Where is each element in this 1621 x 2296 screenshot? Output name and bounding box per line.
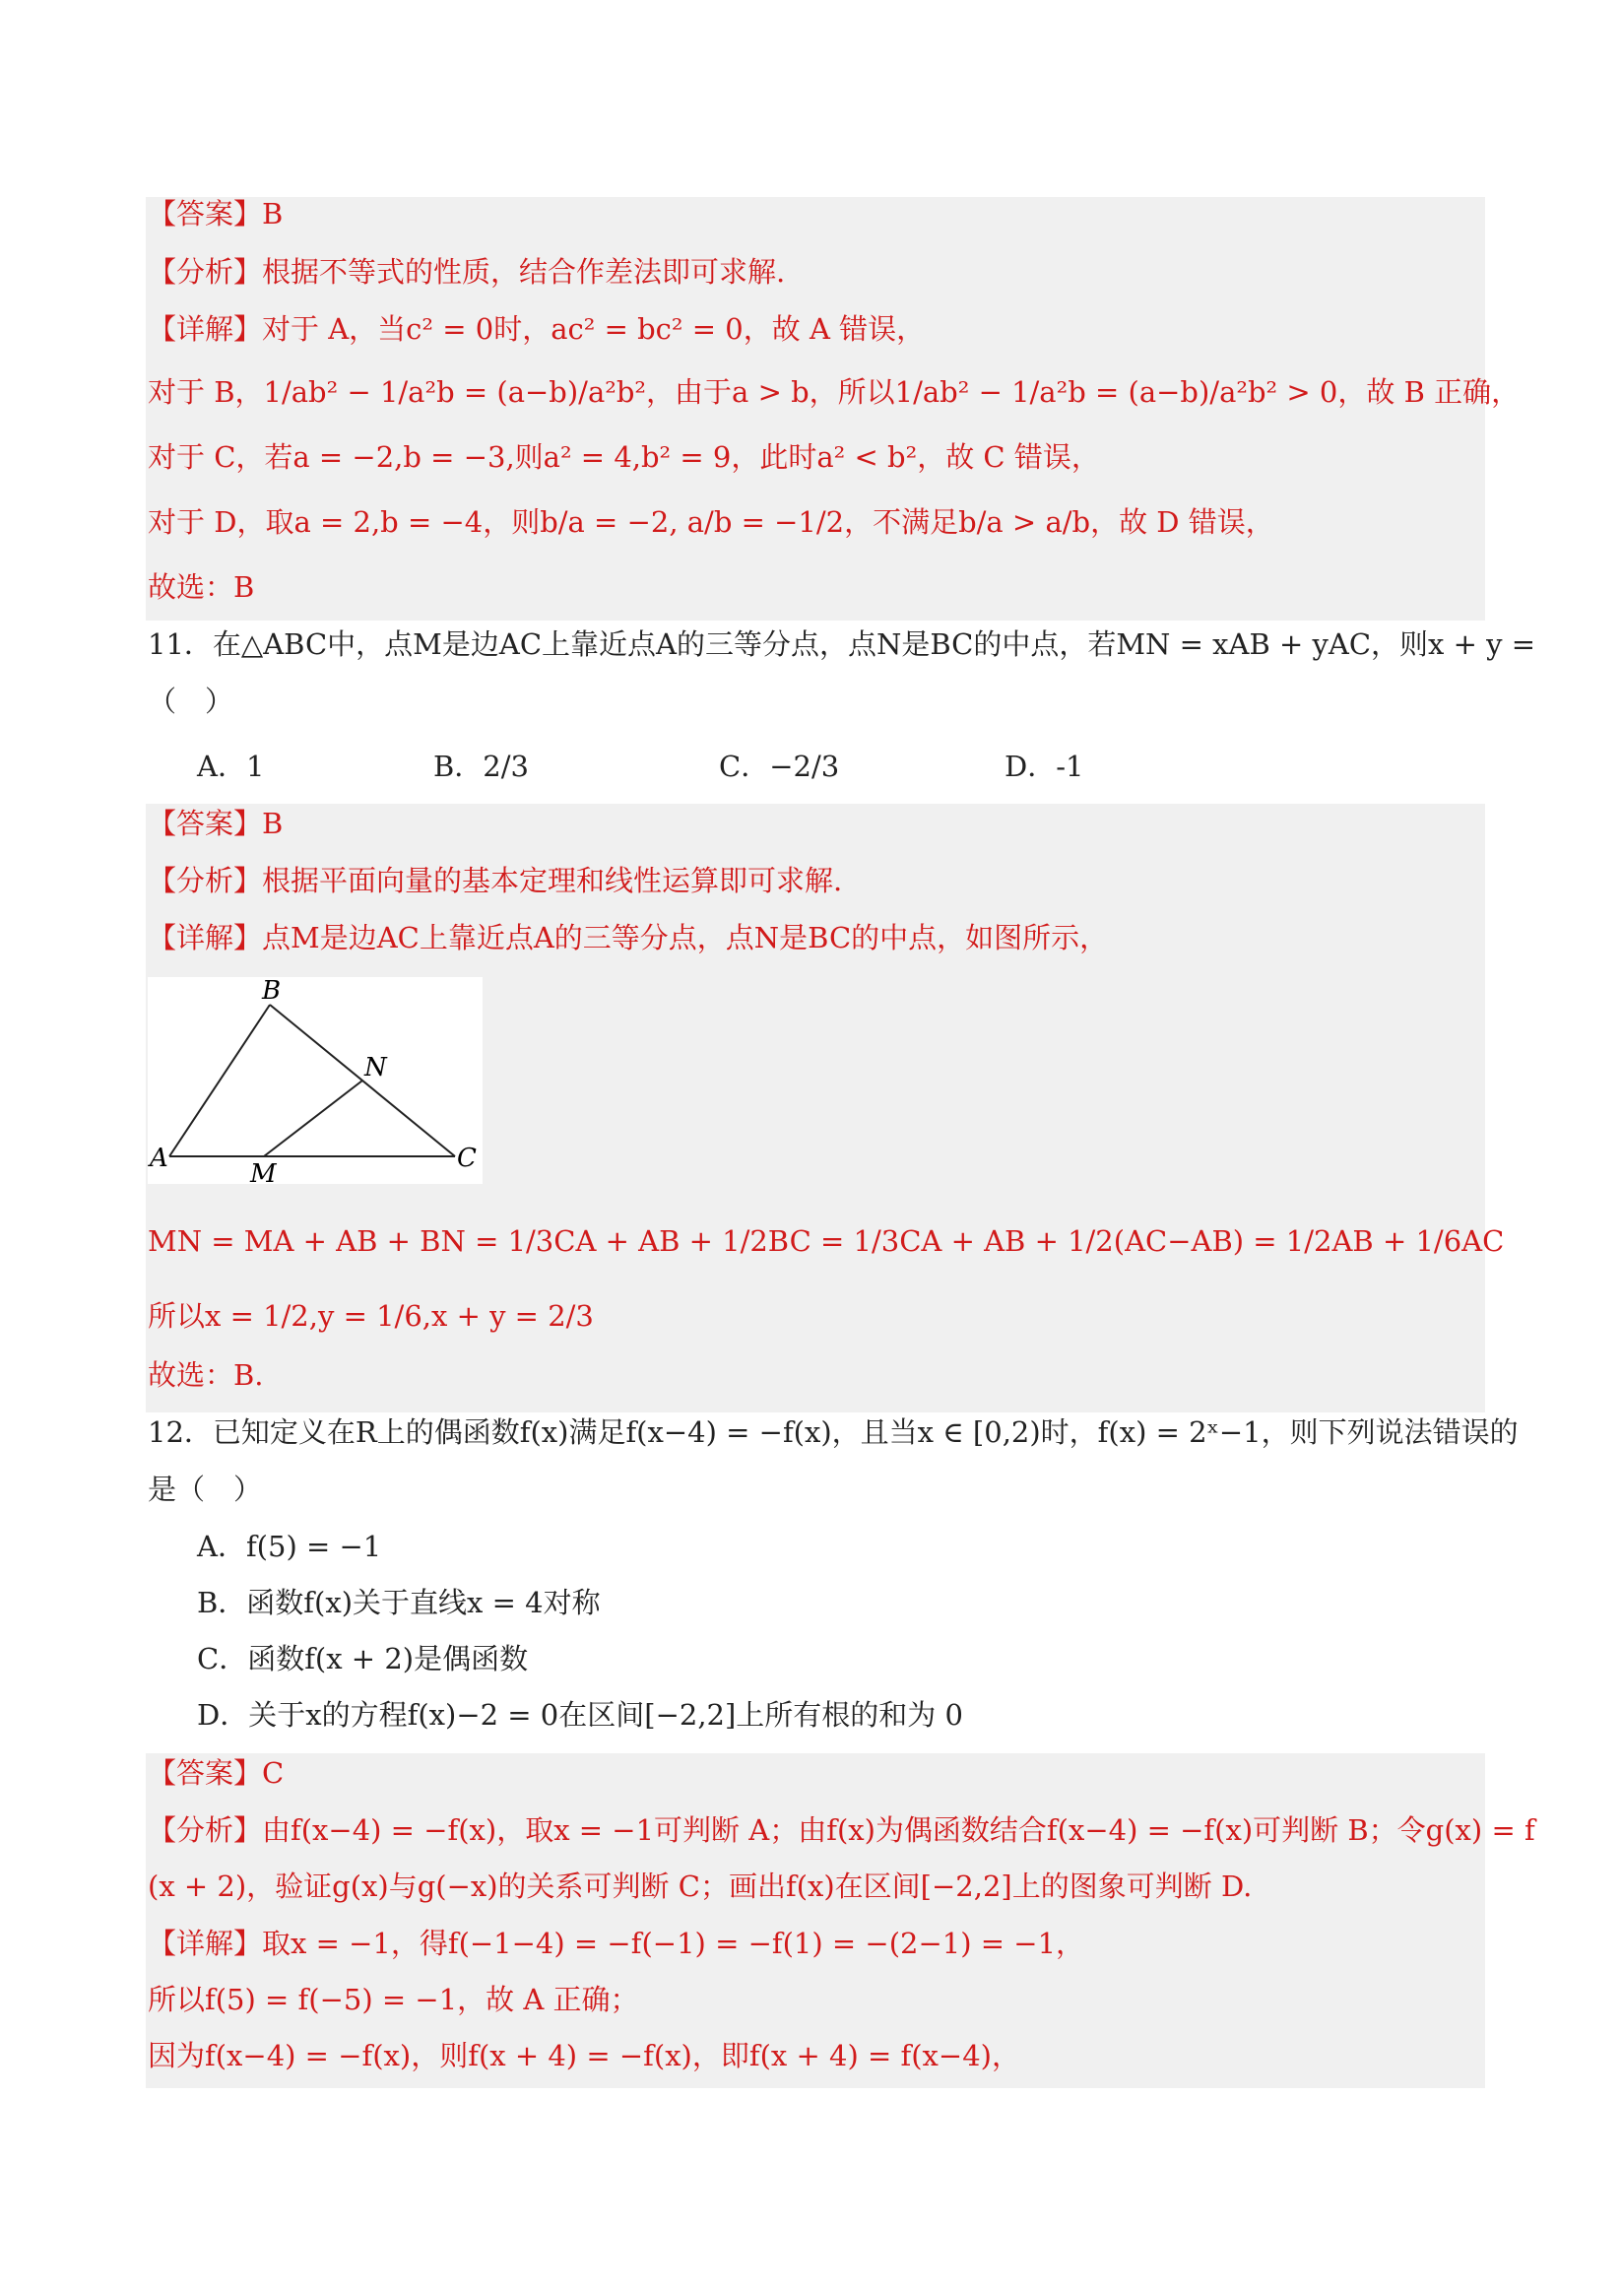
q12-detail-2: 所以f(5) = f(−5) = −1，故 A 正确； bbox=[148, 1983, 639, 2016]
triangle-figure bbox=[148, 977, 483, 1184]
q10-detail-4: 对于 D，取a = 2,b = −4，则b/a = −2, a/b = −1/2，不满足b/a > a/b，故 D 错误， bbox=[148, 505, 1274, 539]
q11-result: 所以x = 1/2,y = 1/6,x + y = 2/3 bbox=[148, 1299, 594, 1333]
label-n: N bbox=[364, 1053, 387, 1082]
q11-vector-equation: MN = MA + AB + BN = 1/3CA + AB + 1/2BC = 1/3CA + AB + 1/2(AC−AB) = 1/2AB + 1/6AC bbox=[148, 1224, 1505, 1258]
q11-analysis: 【分析】根据平面向量的基本定理和线性运算即可求解. bbox=[148, 864, 843, 897]
q11-option-c: C．−2/3 bbox=[719, 750, 840, 783]
q12-option-c: C．函数f(x + 2)是偶函数 bbox=[197, 1642, 529, 1675]
triangle-diagram bbox=[148, 977, 483, 1184]
q11-stem-line-1: 11．在△ABC中，点M是边AC上靠近点A的三等分点，点N是BC的中点，若MN = xAB + yAC，则x + y = bbox=[148, 627, 1536, 661]
q12-stem-line-1: 12．已知定义在R上的偶函数f(x)满足f(x−4) = −f(x)，且当x ∈ [0,2)时，f(x) = 2ˣ−1，则下列说法错误的 bbox=[148, 1415, 1519, 1449]
q10-answer: 【答案】B bbox=[148, 197, 284, 230]
q11-option-b: B．2/3 bbox=[433, 750, 529, 783]
q11-detail-1: 【详解】点M是边AC上靠近点A的三等分点，点N是BC的中点，如图所示， bbox=[148, 921, 1109, 954]
q12-option-d: D．关于x的方程f(x)−2 = 0在区间[−2,2]上所有根的和为 0 bbox=[197, 1698, 963, 1732]
q12-detail-3: 因为f(x−4) = −f(x)，则f(x + 4) = −f(x)，即f(x + 4) = f(x−4)， bbox=[148, 2039, 1020, 2072]
label-a: A bbox=[150, 1144, 168, 1173]
q10-detail-3: 对于 C，若a = −2,b = −3,则a² = 4,b² = 9，此时a² < b²，故 C 错误， bbox=[148, 440, 1100, 474]
q12-option-b: B．函数f(x)关于直线x = 4对称 bbox=[197, 1586, 601, 1619]
label-m: M bbox=[250, 1159, 277, 1184]
q11-option-d: D．-1 bbox=[1005, 750, 1084, 783]
q12-stem-line-2: 是（ ） bbox=[148, 1473, 263, 1506]
q10-analysis: 【分析】根据不等式的性质，结合作差法即可求解. bbox=[148, 255, 786, 289]
label-b: B bbox=[262, 977, 282, 1006]
q11-conclusion: 故选：B. bbox=[148, 1358, 264, 1392]
q10-detail-2: 对于 B，1/ab² − 1/a²b = (a−b)/a²b²，由于a > b，所以1/ab² − 1/a²b = (a−b)/a²b² > 0，故 B 正确， bbox=[148, 375, 1521, 409]
q12-option-a: A．f(5) = −1 bbox=[197, 1530, 382, 1563]
label-c: C bbox=[457, 1144, 477, 1173]
q10-detail-1: 【详解】对于 A，当c² = 0时，ac² = bc² = 0，故 A 错误， bbox=[148, 312, 926, 346]
q11-option-a: A．1 bbox=[197, 750, 265, 783]
q11-stem-line-2: （ ） bbox=[148, 685, 234, 718]
q12-analysis-1: 【分析】由f(x−4) = −f(x)，取x = −1可判断 A；由f(x)为偶函数结合f(x−4) = −f(x)可判断 B；令g(x) = f bbox=[148, 1813, 1535, 1847]
q12-analysis-2: (x + 2)，验证g(x)与g(−x)的关系可判断 C；画出f(x)在区间[−2,2]上的图象可判断 D. bbox=[148, 1870, 1253, 1903]
q12-answer: 【答案】C bbox=[148, 1756, 285, 1790]
q10-conclusion: 故选：B bbox=[148, 570, 255, 604]
q11-answer: 【答案】B bbox=[148, 807, 284, 840]
q12-detail-1: 【详解】取x = −1，得f(−1−4) = −f(−1) = −f(1) = −(2−1) = −1， bbox=[148, 1927, 1085, 1960]
